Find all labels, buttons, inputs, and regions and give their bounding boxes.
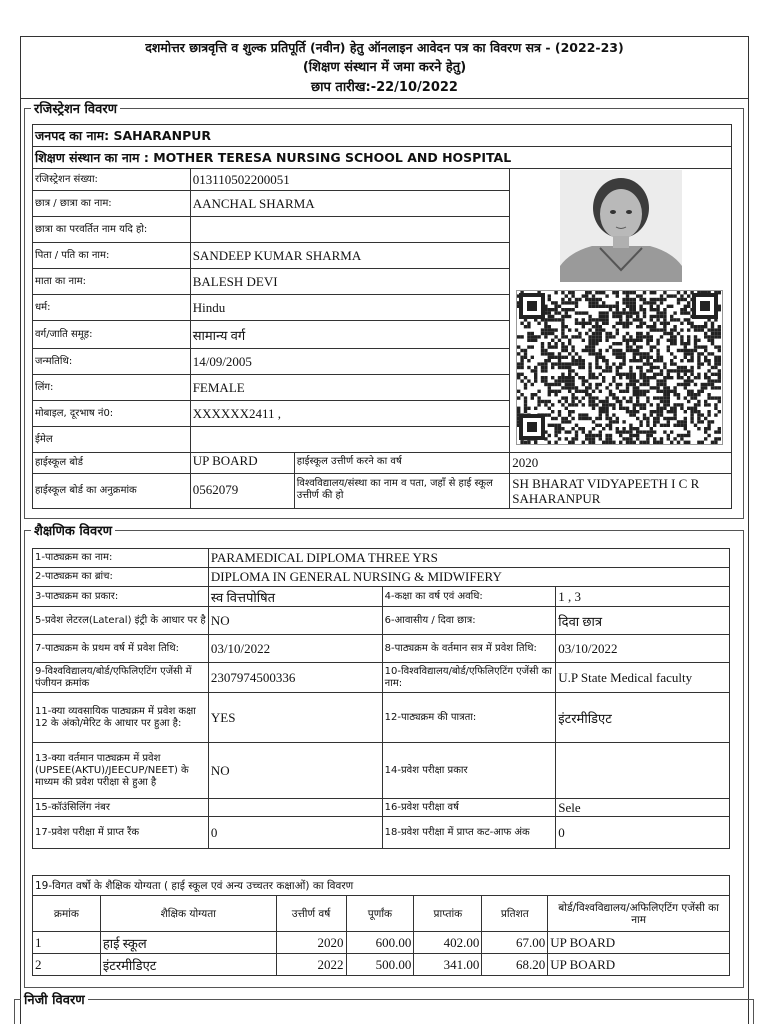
- academic-value: U.P State Medical faculty: [556, 663, 730, 693]
- history-title: 19-विगत वर्षो के शैक्षिक योग्यता ( हाई स्कूल एवं अन्य उच्चतर कक्षाओं) का विवरण: [33, 876, 730, 896]
- history-cell: 68.20: [482, 954, 548, 976]
- academic-value: 2307974500336: [208, 663, 382, 693]
- academic-label: 18-प्रवेश परीक्षा में प्राप्त कट-आफ अंक: [382, 817, 556, 849]
- history-row: [33, 932, 730, 954]
- registration-label: माता का नाम:: [33, 269, 191, 295]
- academic-row: [33, 635, 730, 663]
- history-header-cell: शैक्षिक योग्यता: [100, 896, 276, 932]
- registration-value: XXXXXX2411 ,: [190, 401, 510, 427]
- header-title: दशमोत्तर छात्रवृत्ति व शुल्क प्रतिपूर्ति (नवीन) हेतु ऑनलाइन आवेदन पत्र का विवरण सत्र - (2022-23): [145, 40, 624, 55]
- academic-value: 0: [208, 817, 382, 849]
- institution-name: शिक्षण संस्थान का नाम : MOTHER TERESA NURSING SCHOOL AND HOSPITAL: [33, 147, 732, 169]
- academic-label: 15-कॉउंसिलिंग नंबर: [33, 799, 209, 817]
- header-subtitle: (शिक्षण संस्थान में जमा करने हेतु): [302, 60, 467, 75]
- history-cell: 402.00: [414, 932, 482, 954]
- academic-value: 03/10/2022: [208, 635, 382, 663]
- hs-board-row: [33, 453, 732, 474]
- academic-row: [33, 607, 730, 635]
- history-header-cell: प्रतिशत: [482, 896, 548, 932]
- registration-label: लिंग:: [33, 375, 191, 401]
- academic-label: 14-प्रवेश परीक्षा प्रकार: [382, 743, 556, 799]
- branch-label: 2-पाठ्यक्रम का ब्रांच:: [33, 568, 209, 587]
- registration-label: ईमेल: [33, 427, 191, 453]
- history-cell: 2022: [276, 954, 346, 976]
- academic-value: Sele: [556, 799, 730, 817]
- registration-label: रजिस्ट्रेशन संख्या:: [33, 169, 191, 191]
- academic-value: NO: [208, 607, 382, 635]
- academic-row: [33, 743, 730, 799]
- history-cell: 341.00: [414, 954, 482, 976]
- academic-value: [556, 743, 730, 799]
- academic-row: [33, 817, 730, 849]
- registration-label: धर्म:: [33, 295, 191, 321]
- header-print-date: छाप तारीख:-22/10/2022: [311, 80, 458, 95]
- qr-code: [516, 290, 723, 445]
- hs-board-value: UP BOARD: [191, 453, 295, 473]
- academic-value: दिवा छात्र: [556, 607, 730, 635]
- academic-value: 03/10/2022: [556, 635, 730, 663]
- hs-school-value: SH BHARAT VIDYAPEETH I C R SAHARANPUR: [510, 474, 732, 509]
- district-name: जनपद का नाम: SAHARANPUR: [33, 125, 732, 147]
- registration-label: मोबाइल, दूरभाष नं0:: [33, 401, 191, 427]
- history-header-cell: प्राप्तांक: [414, 896, 482, 932]
- hs-year-value: 2020: [510, 453, 732, 474]
- history-cell: UP BOARD: [548, 954, 730, 976]
- registration-label: छात्र / छात्रा का नाम:: [33, 191, 191, 217]
- registration-label: छात्रा का परवर्तित नाम यदि हो:: [33, 217, 191, 243]
- academic-label: 5-प्रवेश लेटरल(Lateral) इंट्री के आधार पर है: [33, 607, 209, 635]
- academic-label: 8-पाठ्यक्रम के वर्तमान सत्र में प्रवेश तिथि:: [382, 635, 556, 663]
- history-header-cell: उत्तीर्ण वर्ष: [276, 896, 346, 932]
- history-cell: 500.00: [346, 954, 414, 976]
- history-cell: 2: [33, 954, 101, 976]
- registration-value: Hindu: [190, 295, 510, 321]
- hs-roll-value: 0562079: [191, 474, 295, 508]
- history-header-cell: पूर्णांक: [346, 896, 414, 932]
- academic-row: [33, 587, 730, 607]
- registration-value: 14/09/2005: [190, 349, 510, 375]
- hs-year-label: हाईस्कूल उत्तीर्ण करने का वर्ष: [296, 456, 402, 467]
- academic-label: 6-आवासीय / दिवा छात्र:: [382, 607, 556, 635]
- academic-value: YES: [208, 693, 382, 743]
- history-cell: 67.00: [482, 932, 548, 954]
- history-cell: 2020: [276, 932, 346, 954]
- history-header-cell: बोर्ड/विश्वविद्यालय/अफिलिएटिंग एजेंसी का नाम: [548, 896, 730, 932]
- academic-value: 1 , 3: [556, 587, 730, 607]
- academic-legend: शैक्षणिक विवरण: [34, 524, 112, 539]
- history-cell: हाई स्कूल: [100, 932, 276, 954]
- registration-value: AANCHAL SHARMA: [190, 191, 510, 217]
- registration-value: [190, 427, 510, 453]
- registration-value: SANDEEP KUMAR SHARMA: [190, 243, 510, 269]
- history-cell: इंटरमीडिएट: [100, 954, 276, 976]
- personal-section: [14, 990, 754, 1024]
- hs-roll-label: हाईस्कूल बोर्ड का अनुक्रमांक: [33, 474, 191, 509]
- history-table: [32, 875, 730, 976]
- history-header-cell: क्रमांक: [33, 896, 101, 932]
- document-header: [20, 38, 749, 98]
- history-cell: UP BOARD: [548, 932, 730, 954]
- academic-row: [33, 663, 730, 693]
- academic-value: इंटरमीडिएट: [556, 693, 730, 743]
- hs-roll-row: [33, 474, 732, 509]
- academic-label: 7-पाठ्यक्रम के प्रथम वर्ष में प्रवेश तिथि:: [33, 635, 209, 663]
- registration-value: BALESH DEVI: [190, 269, 510, 295]
- academic-label: 16-प्रवेश परीक्षा वर्ष: [382, 799, 556, 817]
- academic-label: 11-क्या व्यवसायिक पाठ्यक्रम में प्रवेश कक्षा 12 के अंको/मेरिट के आधार पर हुआ है:: [33, 693, 209, 743]
- registration-value: 013110502200051: [190, 169, 510, 191]
- academic-label: 17-प्रवेश परीक्षा में प्राप्त रैंक: [33, 817, 209, 849]
- history-cell: 1: [33, 932, 101, 954]
- academic-value: NO: [208, 743, 382, 799]
- academic-label: 13-क्या वर्तमान पाठ्यक्रम में प्रवेश (UPSEE(AKTU)/JEECUP/NEET) के माध्यम की प्रवेश परीक्षा से हुआ है: [33, 743, 209, 799]
- academic-label: 9-विश्वविद्यालय/बोर्ड/एफिलिएटिंग एजेंसी में पंजीयन क्रमांक: [33, 663, 209, 693]
- hs-board-label: हाईस्कूल बोर्ड: [33, 453, 191, 474]
- course-name-value: PARAMEDICAL DIPLOMA THREE YRS: [208, 549, 729, 568]
- academic-row: [33, 693, 730, 743]
- academic-value: [208, 799, 382, 817]
- academic-label: 12-पाठ्यक्रम की पात्रता:: [382, 693, 556, 743]
- academic-label: 3-पाठ्यक्रम का प्रकार:: [33, 587, 209, 607]
- registration-top-table: [32, 124, 732, 169]
- history-row: [33, 954, 730, 976]
- registration-value: सामान्य वर्ग: [190, 321, 510, 349]
- registration-value: [190, 217, 510, 243]
- history-cell: 600.00: [346, 932, 414, 954]
- student-photo: [560, 170, 682, 282]
- history-header-row: [33, 896, 730, 932]
- academic-table: [32, 548, 730, 849]
- course-name-label: 1-पाठ्यक्रम का नाम:: [33, 549, 209, 568]
- registration-label: पिता / पति का नाम:: [33, 243, 191, 269]
- academic-row: [33, 799, 730, 817]
- registration-legend: रजिस्ट्रेशन विवरण: [34, 102, 118, 117]
- academic-value: स्व वित्तपोषित: [208, 587, 382, 607]
- academic-label: 10-विश्वविद्यालय/बोर्ड/एफिलिएटिंग एजेंसी का नाम:: [382, 663, 556, 693]
- registration-label: जन्मतिथि:: [33, 349, 191, 375]
- branch-value: DIPLOMA IN GENERAL NURSING & MIDWIFERY: [208, 568, 729, 587]
- registration-value: FEMALE: [190, 375, 510, 401]
- personal-legend: निजी विवरण: [24, 993, 85, 1008]
- academic-value: 0: [556, 817, 730, 849]
- hs-school-label: विश्वविद्यालय/संस्था का नाम व पता, जहाँ से हाई स्कूल उत्तीर्ण की हो: [296, 478, 493, 501]
- registration-label: वर्ग/जाति समूह:: [33, 321, 191, 349]
- academic-label: 4-कक्षा का वर्ष एवं अवधि:: [382, 587, 556, 607]
